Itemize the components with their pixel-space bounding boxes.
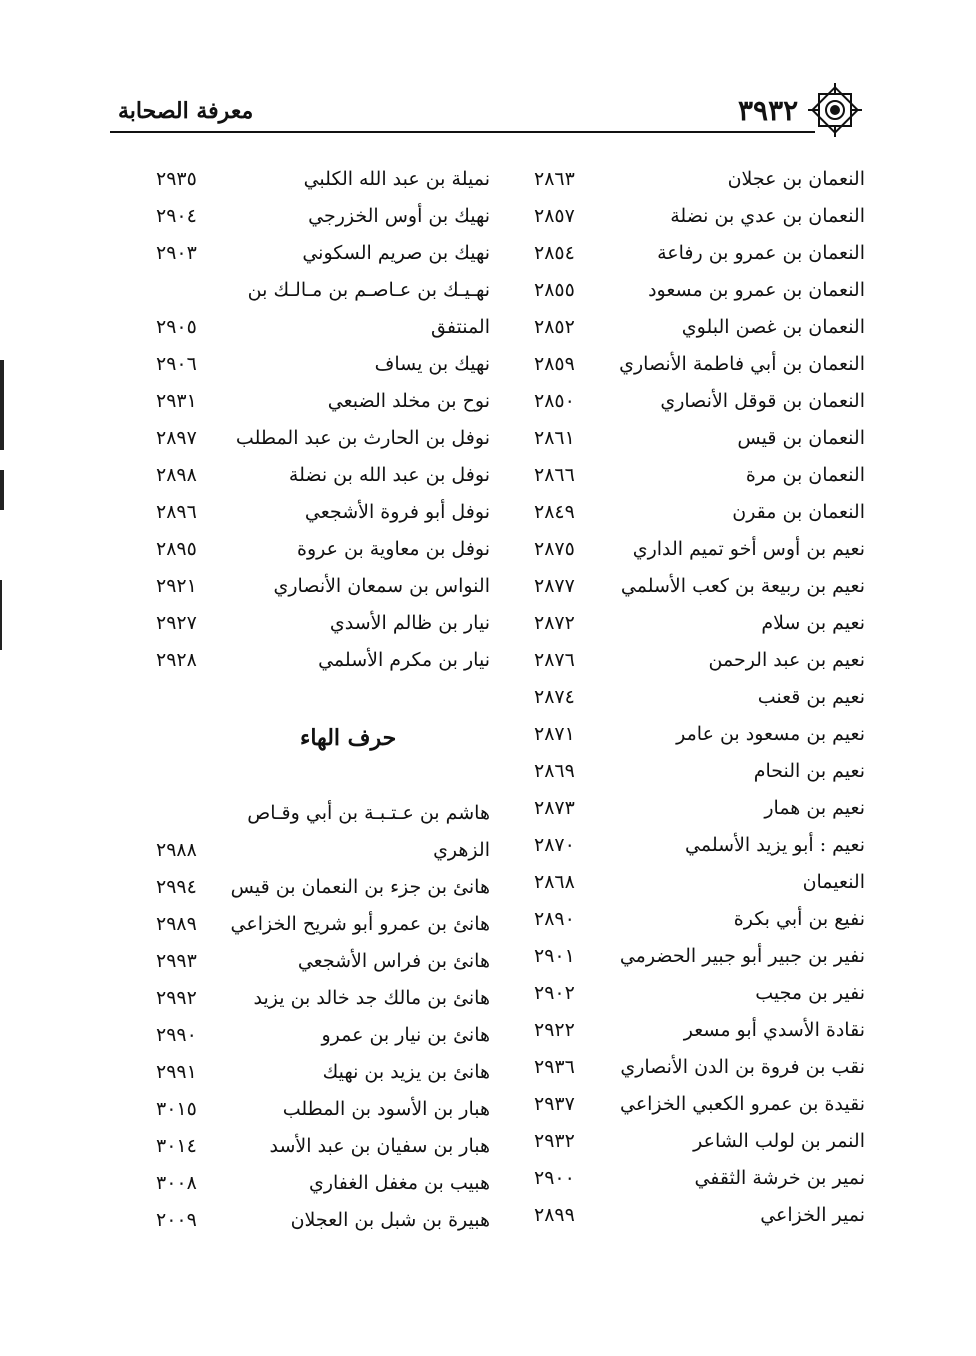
index-entry xyxy=(520,719,865,756)
index-entry xyxy=(150,1020,490,1057)
entry-name: نقيدة بن عمرو الكعبي الخزاعي xyxy=(619,1093,865,1115)
index-entry xyxy=(520,1015,865,1052)
entry-number: ٢٩٢٢ xyxy=(534,1019,575,1041)
entry-number: ٢٩٣٢ xyxy=(534,1130,575,1152)
index-entry xyxy=(150,872,490,909)
entry-number: ٢٩٠٦ xyxy=(156,353,197,375)
header-rule xyxy=(110,131,815,133)
entry-number: ٢٩٠٤ xyxy=(156,205,197,227)
entry-number: ٢٩٠١ xyxy=(534,945,575,967)
entry-number: ٢٨٩٧ xyxy=(156,427,197,449)
entry-name: هانئ بن مالك جد خالد بن يزيد xyxy=(253,987,490,1009)
entry-name: نعيم بن سلام xyxy=(761,612,865,634)
index-entry xyxy=(150,201,490,238)
entry-number: ٢٩٨٨ xyxy=(156,839,197,861)
entry-name: النعمان بن قوقل الأنصاري xyxy=(660,390,865,412)
entry-name: النعيمان xyxy=(802,871,865,893)
entry-number: ٣٠٠٨ xyxy=(156,1172,197,1194)
entry-name: هانئ بن عمرو أبو شريح الخزاعي xyxy=(230,913,490,935)
margin-mark xyxy=(0,360,4,450)
entry-number: ٢٨٧٤ xyxy=(534,686,575,708)
index-entry xyxy=(520,978,865,1015)
entry-name: المنتفق xyxy=(431,316,490,338)
index-entry xyxy=(150,423,490,460)
right-column xyxy=(520,164,865,1237)
index-entry xyxy=(150,238,490,275)
index-entry xyxy=(520,1163,865,1200)
entry-number: ٣٠١٥ xyxy=(156,1098,197,1120)
entry-number: ٢٩٠٥ xyxy=(156,316,197,338)
entry-number: ٢٩٠٠ xyxy=(534,1167,575,1189)
index-entry xyxy=(520,904,865,941)
index-entry xyxy=(520,571,865,608)
index-entry xyxy=(150,835,490,872)
entry-number: ٢٨٥٤ xyxy=(534,242,575,264)
entry-name: نقب بن فروة بن الدن الأنصاري xyxy=(620,1056,865,1078)
entry-name: النمر بن لولب الشاعر xyxy=(693,1130,865,1152)
index-entry xyxy=(520,1200,865,1237)
index-entry xyxy=(150,534,490,571)
entry-name: النعمان بن عجلان xyxy=(727,168,865,190)
entry-number: ٢٨٩٠ xyxy=(534,908,575,930)
entry-name: النعمان بن عمرو بن رفاعة xyxy=(657,242,865,264)
index-entry xyxy=(150,571,490,608)
entry-number: ٣٠١٤ xyxy=(156,1135,197,1157)
entry-name: نهـيـك بن عـاصـم بن مـالـك بن xyxy=(247,279,490,301)
entry-name: نوفل بن الحارث بن عبد المطلب xyxy=(235,427,490,449)
index-entry xyxy=(150,909,490,946)
index-entry xyxy=(150,645,490,682)
entry-name: نهيك بن يساف xyxy=(374,353,490,375)
entry-number: ٢٩٩٣ xyxy=(156,950,197,972)
index-entry xyxy=(150,1094,490,1131)
index-entry xyxy=(520,941,865,978)
entry-name: النعمان بن أبي فاطمة الأنصاري xyxy=(619,353,865,375)
left-column-top xyxy=(150,164,490,682)
index-entry xyxy=(520,275,865,312)
entry-number: ٢٩٩١ xyxy=(156,1061,197,1083)
index-entry xyxy=(520,608,865,645)
index-entry xyxy=(520,756,865,793)
entry-name: هانئ بن نيار بن عمرو xyxy=(321,1024,490,1046)
entry-number: ٢٩٩٠ xyxy=(156,1024,197,1046)
entry-name: هبيرة بن شبل بن العجلان xyxy=(290,1209,490,1231)
index-entry xyxy=(520,312,865,349)
entry-name: نعيم بن مسعود بن عامر xyxy=(676,723,865,745)
entry-number: ٢٩٩٢ xyxy=(156,987,197,1009)
entry-number: ٢٩٣١ xyxy=(156,390,197,412)
entry-name: نعيم بن ربيعة بن كعب الأسلمي xyxy=(620,575,865,597)
entry-number: ٢٩٠٢ xyxy=(534,982,575,1004)
entry-number: ٢٠٠٩ xyxy=(156,1209,197,1231)
entry-name: هبار بن الأسود بن المطلب xyxy=(282,1098,490,1120)
index-entry xyxy=(150,1205,490,1242)
index-entry xyxy=(520,1052,865,1089)
index-entry xyxy=(520,830,865,867)
entry-number: ٢٩٢١ xyxy=(156,575,197,597)
index-entry xyxy=(520,238,865,275)
entry-name: نهيك بن أوس الخزرجي xyxy=(308,205,490,227)
entry-name: نقادة الأسدي أبو مسعر xyxy=(683,1019,865,1041)
entry-number: ٢٨٩٦ xyxy=(156,501,197,523)
entry-name: نعيم بن أوس أخو تميم الداري xyxy=(632,538,865,560)
entry-number: ٢٨٧٣ xyxy=(534,797,575,819)
entry-number: ٢٩٢٧ xyxy=(156,612,197,634)
entry-number: ٢٩٢٨ xyxy=(156,649,197,671)
entry-name: نوفل بن معاوية بن عروة xyxy=(297,538,490,560)
entry-name: نميلة بن عبد الله الكلبي xyxy=(303,168,490,190)
index-entry xyxy=(150,946,490,983)
index-entry xyxy=(150,497,490,534)
entry-number: ٢٨٧٧ xyxy=(534,575,575,597)
index-entry xyxy=(150,1057,490,1094)
entry-number: ٢٩٨٩ xyxy=(156,913,197,935)
index-entry xyxy=(150,164,490,201)
entry-name: نعيم بن قعنب xyxy=(757,686,865,708)
entry-number: ٢٨٧٥ xyxy=(534,538,575,560)
entry-name: نمير الخزاعي xyxy=(760,1204,865,1226)
entry-name: نهيك بن صريم السكوني xyxy=(302,242,490,264)
entry-name: النعمان بن عمرو بن مسعود xyxy=(648,279,865,301)
index-entry xyxy=(520,793,865,830)
entry-number: ٢٩٩٤ xyxy=(156,876,197,898)
entry-number: ٢٨٦٩ xyxy=(534,760,575,782)
index-entry xyxy=(520,497,865,534)
entry-name: الزهري xyxy=(433,839,490,861)
margin-mark xyxy=(0,470,4,510)
entry-number: ٢٨٦٨ xyxy=(534,871,575,893)
index-entry xyxy=(150,386,490,423)
index-entry xyxy=(520,867,865,904)
entry-name: نعيم بن عبد الرحمن xyxy=(708,649,865,671)
entry-name: هانئ بن يزيد بن نهيك xyxy=(322,1061,490,1083)
entry-name: نيار بن ظالم الأسدي xyxy=(329,612,490,634)
entry-name: هاشم بن عـتـبـة بن أبي وقـاص xyxy=(247,802,490,824)
entry-number: ٢٨٥٧ xyxy=(534,205,575,227)
index-entry xyxy=(520,1089,865,1126)
entry-number: ٢٨٩٩ xyxy=(534,1204,575,1226)
entry-number: ٢٨٧٢ xyxy=(534,612,575,634)
entry-number: ٢٨٧٠ xyxy=(534,834,575,856)
section-title: حرف الهاء xyxy=(300,725,397,751)
entry-number: ٢٨٦٦ xyxy=(534,464,575,486)
index-entry xyxy=(520,349,865,386)
index-entry xyxy=(520,645,865,682)
entry-name: النعمان بن عدي بن نضلة xyxy=(670,205,865,227)
entry-number: ٢٨٥٩ xyxy=(534,353,575,375)
index-entry xyxy=(520,164,865,201)
entry-number: ٢٩٠٣ xyxy=(156,242,197,264)
entry-name: النعمان بن قيس xyxy=(737,427,865,449)
index-entry xyxy=(520,201,865,238)
index-entry xyxy=(150,1131,490,1168)
entry-name: نيار بن مكرم الأسلمي xyxy=(318,649,490,671)
entry-number: ٢٨٥٠ xyxy=(534,390,575,412)
entry-number: ٢٩٣٥ xyxy=(156,168,197,190)
entry-name: نمير بن خرشة الثقفي xyxy=(694,1167,865,1189)
entry-name: هبيب بن مغفل الغفاري xyxy=(308,1172,490,1194)
entry-name: نوفل بن عبد الله بن نضلة xyxy=(288,464,490,486)
entry-name: نفير بن جبير أبو جبير الحضرمي xyxy=(619,945,865,967)
index-entry xyxy=(520,423,865,460)
entry-name: نعيم : أبو يزيد الأسلمي xyxy=(685,834,865,856)
index-entry xyxy=(520,386,865,423)
entry-name: نوفل أبو فروة الأشجعي xyxy=(304,501,490,523)
entry-number: ٢٨٦٣ xyxy=(534,168,575,190)
entry-name: نعيم بن همار xyxy=(764,797,865,819)
entry-number: ٢٨٤٩ xyxy=(534,501,575,523)
entry-name: نفير بن مجيب xyxy=(755,982,865,1004)
entry-number: ٢٩٣٧ xyxy=(534,1093,575,1115)
entry-number: ٢٨٧٦ xyxy=(534,649,575,671)
entry-number: ٢٨٩٥ xyxy=(156,538,197,560)
entry-number: ٢٨٥٥ xyxy=(534,279,575,301)
entry-number: ٢٨٦١ xyxy=(534,427,575,449)
index-entry xyxy=(150,1168,490,1205)
index-entry xyxy=(520,1126,865,1163)
entry-name: هبار بن سفيان بن عبد الأسد xyxy=(269,1135,490,1157)
entry-name: هانئ بن جزء بن النعمان بن قيس xyxy=(230,876,490,898)
entry-name: النواس بن سمعان الأنصاري xyxy=(273,575,490,597)
index-entry xyxy=(520,682,865,719)
index-entry xyxy=(150,798,490,835)
entry-name: النعمان بن مقرن xyxy=(732,501,865,523)
entry-name: نعيم بن النحام xyxy=(753,760,865,782)
left-column-bottom xyxy=(150,798,490,1242)
margin-mark xyxy=(0,580,2,650)
entry-name: النعمان بن غصن البلوي xyxy=(681,316,865,338)
entry-number: ٢٨٩٨ xyxy=(156,464,197,486)
page-number: ٣٩٣٢ xyxy=(738,94,799,127)
entry-number: ٢٩٣٦ xyxy=(534,1056,575,1078)
index-entry xyxy=(520,534,865,571)
entry-name: نفيع بن أبي بكرة xyxy=(733,908,865,930)
entry-name: النعمان بن مرة xyxy=(745,464,865,486)
index-entry xyxy=(150,312,490,349)
index-entry xyxy=(150,349,490,386)
entry-number: ٢٨٥٢ xyxy=(534,316,575,338)
index-entry xyxy=(150,275,490,312)
index-entry xyxy=(150,983,490,1020)
entry-number: ٢٨٧١ xyxy=(534,723,575,745)
entry-name: هانئ بن فراس الأشجعي xyxy=(297,950,490,972)
index-entry xyxy=(150,608,490,645)
book-title: معرفة الصحابة xyxy=(118,98,254,124)
entry-name: نوح بن مخلد الضبعي xyxy=(327,390,490,412)
page-header xyxy=(110,90,870,130)
index-entry xyxy=(150,460,490,497)
index-entry xyxy=(520,460,865,497)
